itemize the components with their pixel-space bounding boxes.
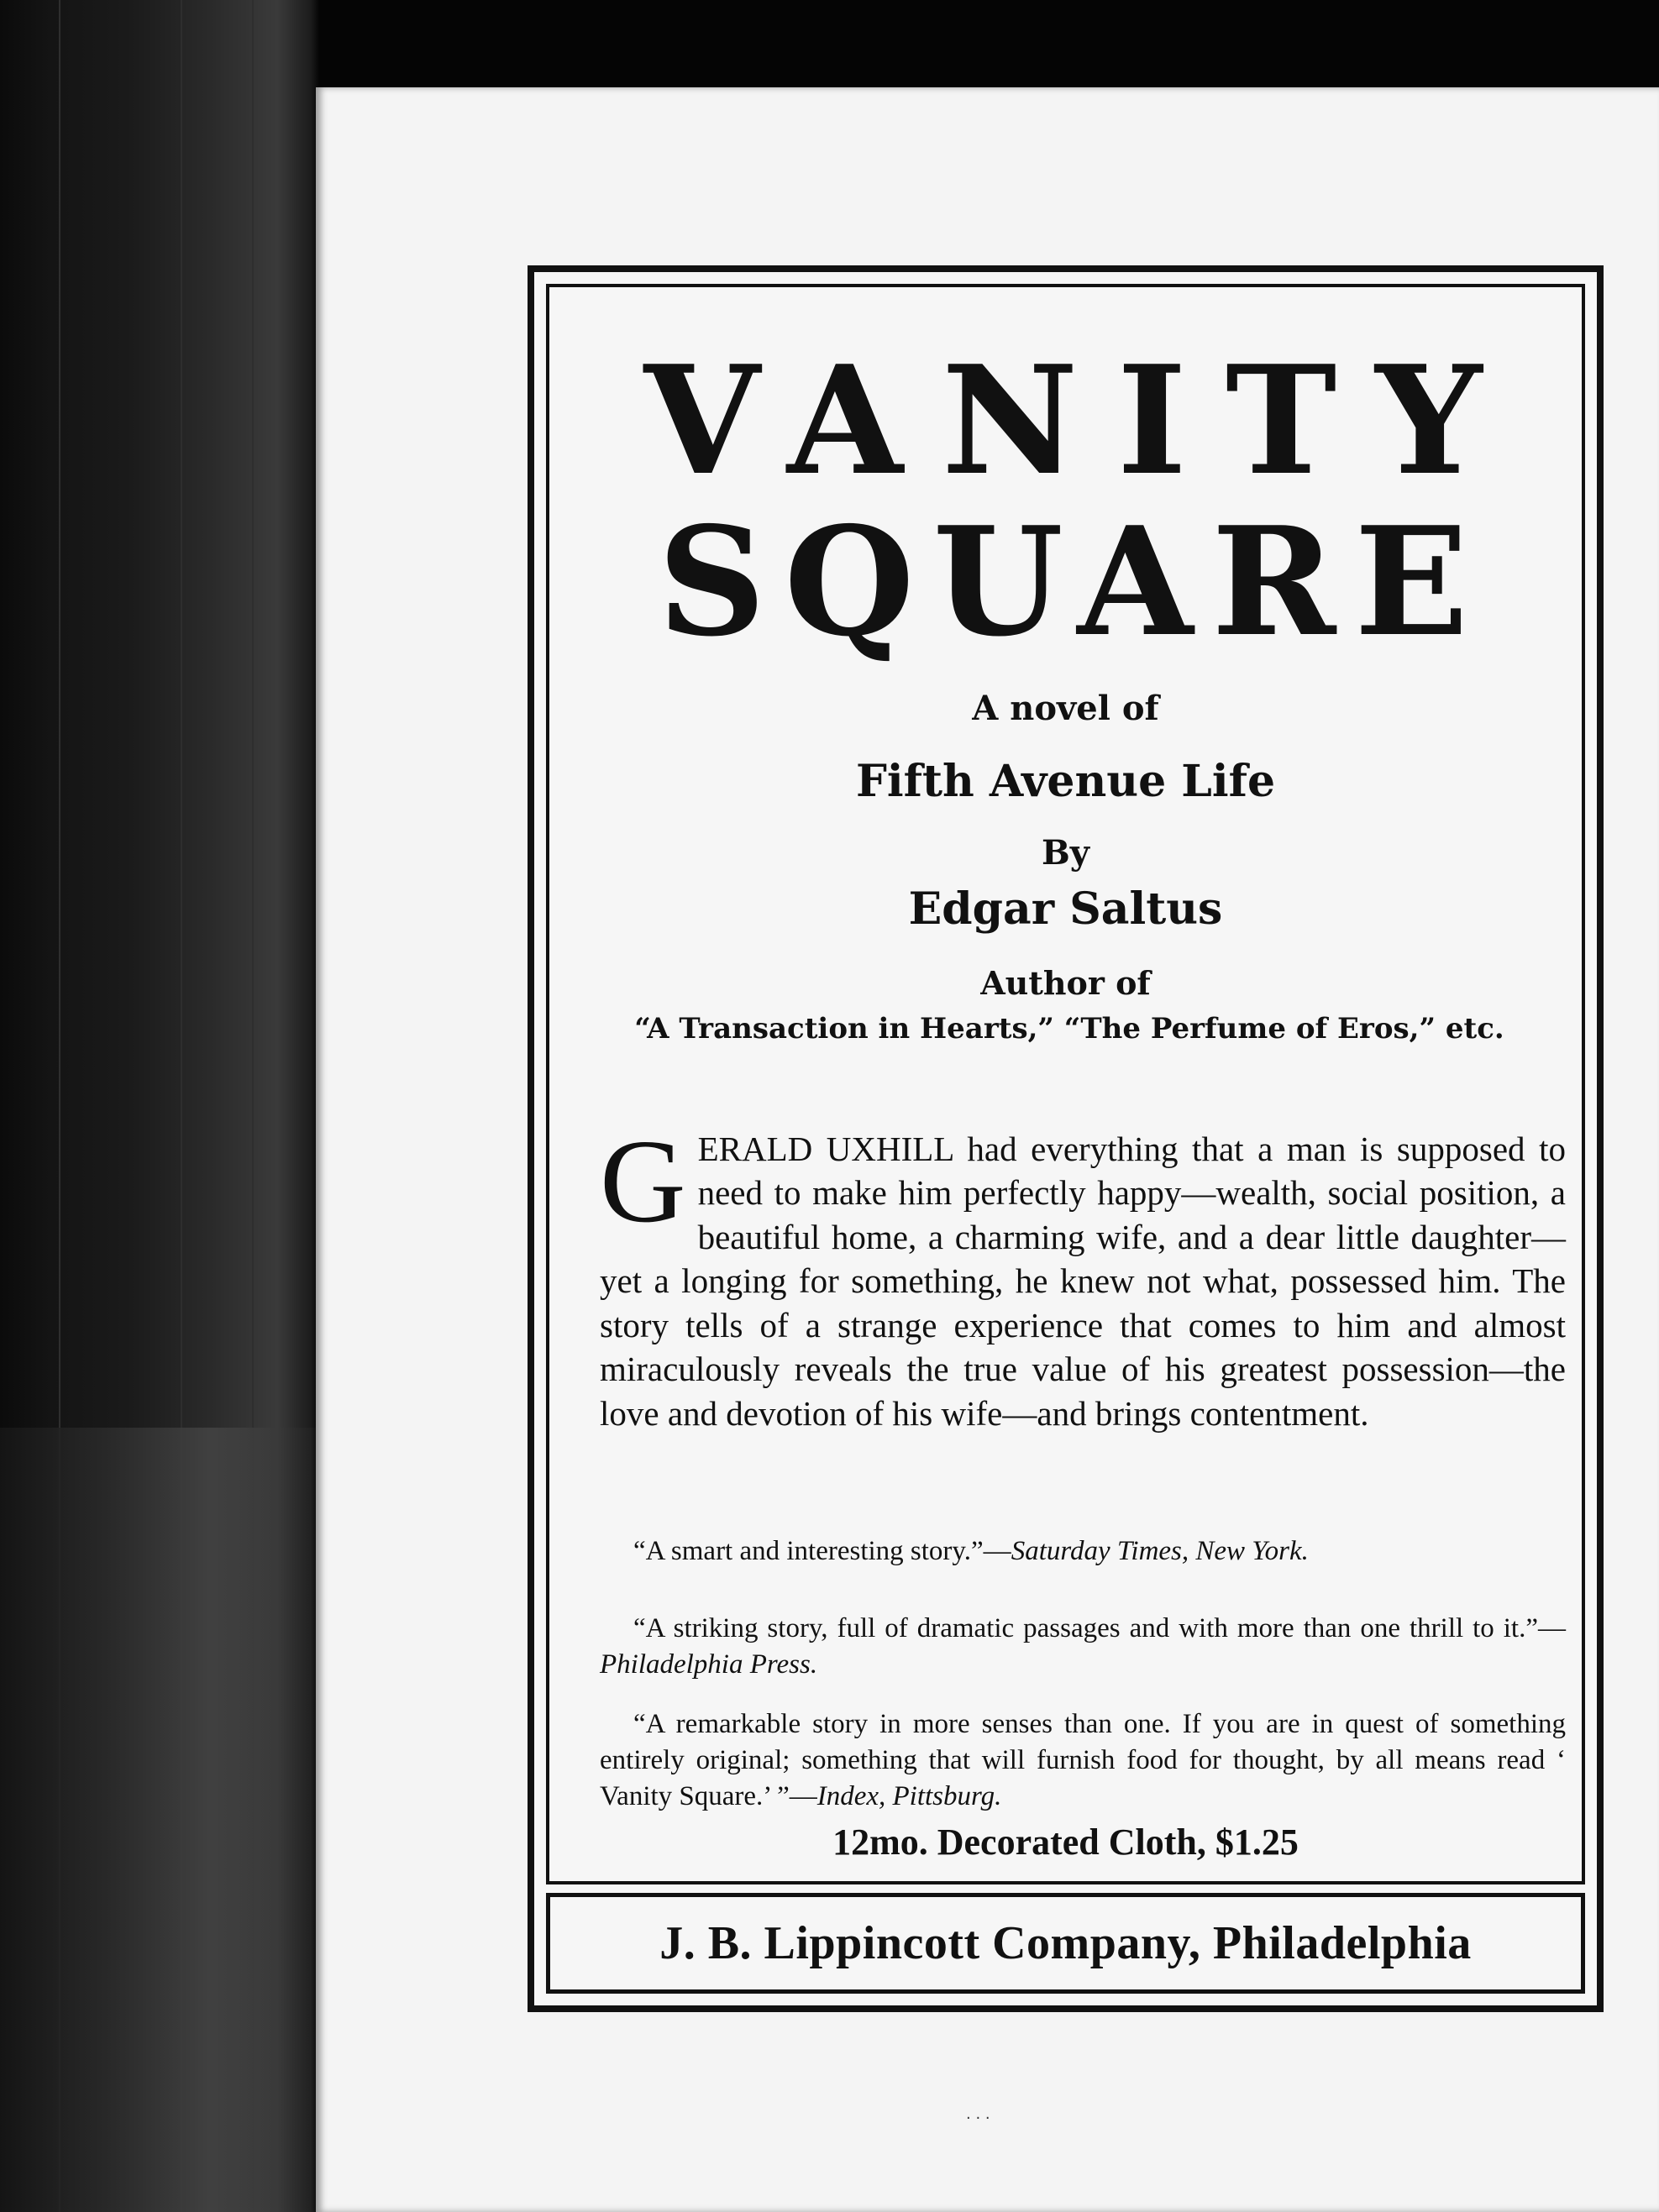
publisher-name: J. B. Lippincott Company, Philadelphia (659, 1917, 1472, 1969)
review-quote-source: Index, Pittsburg. (816, 1780, 1002, 1811)
drop-cap: G (600, 1114, 686, 1247)
advertisement-body-box (546, 284, 1585, 1884)
review-quote (600, 1611, 1566, 1683)
review-quote (600, 1533, 1566, 1570)
title-line-1: VANITY (643, 333, 1521, 508)
subtitle-intro: A novel of (972, 689, 1159, 728)
review-quote (600, 1706, 1566, 1815)
review-quote-text: “A remarkable story in more senses than one. If you are in quest of something entirely original; something that will furnish food for thought, by all means read ‘ Vanity Square.’ ”— (600, 1709, 1566, 1811)
synopsis-text: ERALD UXHILL had everything that a man is supposed to need to make him perfectly happy—wealth, social position, a beautiful home, a charming wife, and a dear little daughter—yet a longing for something, he knew not what, possessed him. The story tells of a strange experience that comes to him and almost miraculously reveals the true value of his greatest possession—the love and devotion of his wife—and brings contentment. (600, 1130, 1566, 1433)
scan-speck: · · · (966, 2110, 990, 2127)
subtitle-main: Fifth Avenue Life (855, 756, 1276, 807)
review-quote-source: Philadelphia Press. (600, 1649, 818, 1680)
review-quote-text: “A smart and interesting story.”— (633, 1536, 1011, 1566)
binding-shadow (0, 1428, 319, 2212)
author-name: Edgar Saltus (908, 883, 1223, 935)
price-line: 12mo. Decorated Cloth, $1.25 (832, 1821, 1299, 1863)
other-works: “A Transaction in Hearts,” “The Perfume of Eros,” etc. (634, 1012, 1504, 1046)
synopsis-paragraph (600, 1114, 1566, 1435)
title-line-2: SQUARE (657, 494, 1488, 669)
review-quote-text: “A striking story, full of dramatic passages and with more than one thrill to it.”— (633, 1613, 1566, 1643)
author-of-label: Author of (980, 964, 1151, 1002)
review-quote-source: Saturday Times, New York. (1011, 1536, 1309, 1566)
advertisement-frame (528, 265, 1604, 2012)
by-label: By (1041, 833, 1090, 873)
publisher-box (546, 1893, 1585, 1994)
